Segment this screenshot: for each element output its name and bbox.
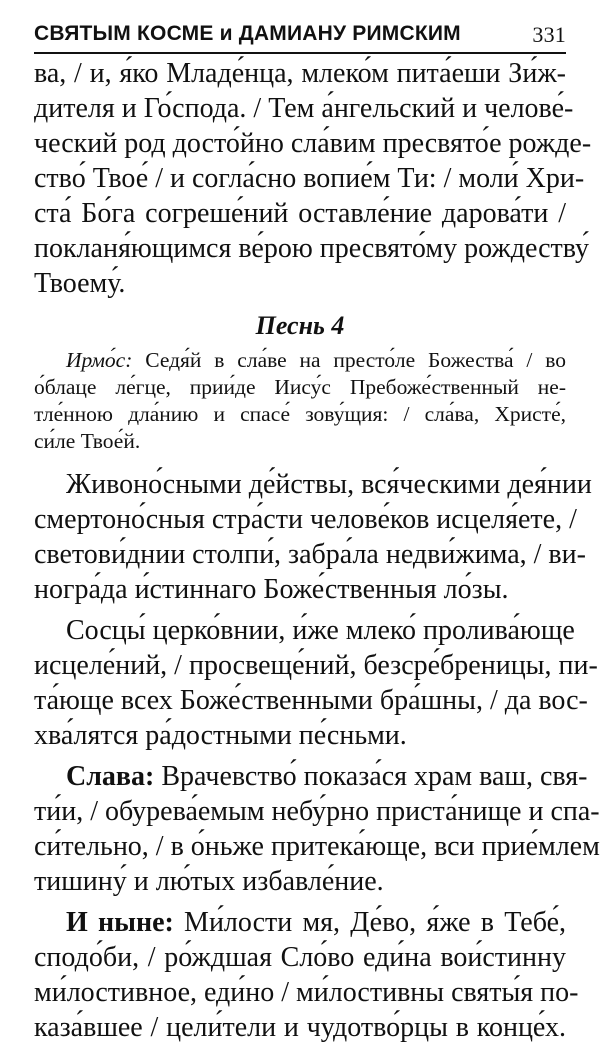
- text-line: ста́ Бо́га согреше́ний оставле́ние дарова́ти /: [34, 198, 566, 229]
- page-body: [34, 56, 600, 1045]
- slava-paragraph: [34, 759, 600, 899]
- irmos-line: тле́нною дла́нию и спасе́ зову́щия: / сла́ва, Христе́,: [34, 402, 566, 426]
- troparion-2: [34, 613, 598, 753]
- intro-paragraph: [34, 56, 592, 301]
- song-heading: Песнь 4: [255, 311, 345, 340]
- text-line: каза́вшее / цели́тели и чудотво́рцы в конце́х.: [34, 1012, 566, 1043]
- text-line: смертоно́сныя стра́сти челове́ков исцеля́ете, /: [34, 504, 577, 535]
- text-line: си́тельно, / в о́ньже притека́юще, вси прие́млем: [34, 831, 600, 862]
- irmos-line: о́блаце ле́гце, прии́де Иису́с Пребоже́ственный не-: [34, 375, 566, 399]
- text-line: сподо́би, / ро́ждшая Сло́во еди́на вои́стинну: [34, 942, 566, 973]
- irmos-paragraph: [34, 347, 566, 455]
- page-number: 331: [532, 22, 566, 47]
- text-line: светови́днии столпи́, забра́ла недви́жима, / ви-: [34, 539, 586, 570]
- slava-first-line: [34, 759, 588, 794]
- text-line: та́юще всех Боже́ственными бра́шны, / да вос-: [34, 685, 588, 716]
- running-header: [34, 22, 566, 54]
- irmos-line: си́ле Твое́й.: [34, 429, 141, 453]
- i-nyne-label: И ныне:: [66, 907, 174, 938]
- text-line: покланя́ющимся ве́рою пресвято́му рождеству́: [34, 233, 590, 264]
- slava-label: Слава:: [66, 761, 155, 792]
- troparion-1: [34, 467, 592, 607]
- irmos-first-line: [34, 347, 566, 374]
- text-line: тишину́ и лю́тых избавле́ние.: [34, 866, 384, 897]
- i-nyne-paragraph: [34, 905, 579, 1045]
- text-line: хва́лятся ра́достными пе́сньми.: [34, 720, 407, 751]
- slava-first-text: Врачевство́ показа́ся храм ваш, свя-: [154, 761, 588, 792]
- text-line: ми́лостивное, еди́но / ми́лостивны святы́я по-: [34, 977, 579, 1008]
- text-line: ногра́да и́стиннаго Боже́ственныя ло́зы.: [34, 574, 509, 605]
- running-title: СВЯТЫМ КОСМЕ и ДАМИАНУ РИМСКИМ: [34, 22, 461, 45]
- i-nyne-first-line: [34, 905, 566, 940]
- irmos-first-text: Седя́й в сла́ве на престо́ле Божества́ / во: [132, 348, 566, 372]
- text-line: ство́ Твое́ / и согла́сно вопие́м Ти: / моли́ Хри-: [34, 163, 585, 194]
- irmos-label: Ирмо́с:: [66, 348, 133, 372]
- text-line: ти́и, / обурева́емым небу́рно приста́нище и спа-: [34, 796, 600, 827]
- text-line: Живоно́сными де́йствы, вся́ческими дея́нии: [66, 469, 592, 500]
- text-line: Сосцы́ церко́внии, и́же млеко́ пролива́юще: [66, 615, 575, 646]
- text-line: дителя и Го́спода. / Тем а́нгельский и челове́-: [34, 93, 574, 124]
- text-line: Твоему́.: [34, 268, 126, 299]
- i-nyne-first-text: Ми́лости мя, Де́во, я́же в Тебе́,: [173, 907, 566, 938]
- text-line: ва, / и, я́ко Младе́нца, млеко́м пита́еши Зи́ж-: [34, 58, 566, 89]
- text-line: исцеле́ний, / просвеще́ний, безсре́бреницы, пи-: [34, 650, 598, 681]
- text-line: ческий род досто́йно сла́вим пресвято́е рожде-: [34, 128, 592, 159]
